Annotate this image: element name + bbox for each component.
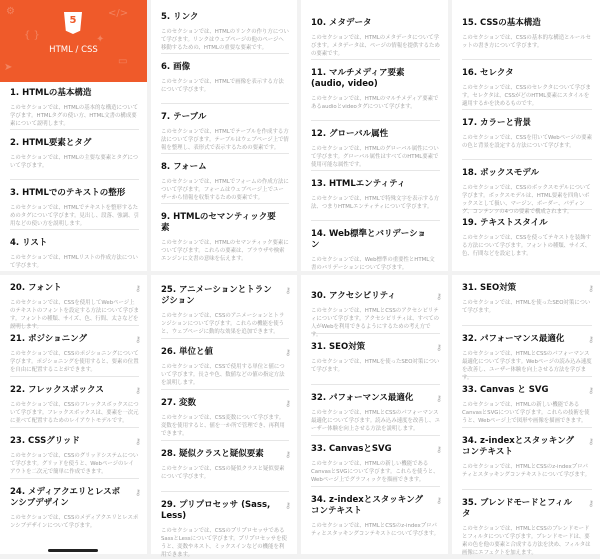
- divider: [311, 435, 440, 436]
- key-icon: ⚷: [135, 488, 141, 497]
- item-description: このセクションでは、HTMLとCSSのアクセシビリティについて学びます。アクセシビリティは、すべての人がWebを利用できるようにするための考え方です。: [311, 308, 440, 338]
- item-title: 34. z-indexとスタッキングコンテキスト: [462, 436, 575, 457]
- list-item[interactable]: [301, 495, 448, 539]
- item-description: このセクションでは、HTMLのメタデータについて学びます。メタデータは、ページの情報を提供するための要素です。: [311, 35, 440, 57]
- item-title: 31. SEO対策: [462, 283, 517, 293]
- list-item[interactable]: [151, 212, 297, 262]
- panel-css-layout: [0, 275, 147, 554]
- item-description: このセクションでは、CSSのボックスモデルについて学びます。ボックスモデルは、HTML要素を四角いボックスとして扱い、マージン、ボーダー、パディング、コンテンツの4つの要素で構成されます。: [462, 185, 591, 215]
- list-item[interactable]: [452, 498, 600, 556]
- divider: [10, 427, 139, 428]
- item-description: このセクションでは、HTMLの新しい機能であるCanvasとSVGについて学びます。これらの技術を使うと、Webページ上で図形や画像を描画できます。: [462, 402, 590, 424]
- html5-logo-number: 5: [69, 15, 77, 26]
- divider: [161, 491, 289, 492]
- code-icon: </>: [108, 8, 129, 19]
- item-title: 26. 単位と値: [161, 347, 214, 357]
- item-description: このセクションでは、HTMLのグローバル属性について学びます。グローバル属性はすべてのHTML要素で使用可能な属性です。: [311, 146, 439, 168]
- list-item[interactable]: [0, 188, 147, 230]
- item-title: 22. フレックスボックス: [10, 385, 104, 395]
- item-title: 1. HTMLの基本構造: [10, 88, 92, 98]
- item-description: このセクションでは、HTMLとCSSのz-indexプロパティとスタッキングコンテキストについて学びます。: [462, 464, 591, 478]
- key-icon: ⚷: [588, 386, 594, 395]
- list-item[interactable]: [452, 385, 600, 428]
- item-description: このセクションでは、CSSの基本的な構造とルールセットの書き方について学びます。: [462, 35, 591, 49]
- item-title: 32. パフォーマンス最適化: [311, 393, 414, 403]
- key-icon: ⚷: [436, 445, 442, 454]
- item-description: このセクションでは、CSSのグリッドシステムについて学びます。グリッドを使うと、Webページのレイアウトを二次元で簡単に作成できます。: [10, 453, 139, 475]
- key-icon: ⚷: [285, 348, 291, 357]
- item-description: このセクションでは、CSSのセレクタについて学びます。セレクタは、CSSがどのHTML要素にスタイルを適用するかを決めるものです。: [462, 85, 591, 107]
- course-banner: [0, 0, 147, 82]
- key-icon: ⚷: [135, 386, 141, 395]
- list-item[interactable]: [151, 162, 297, 204]
- item-description: このセクションでは、HTMLの主要な要素とタグについて学びます。: [10, 155, 138, 169]
- item-title: 15. CSSの基本構造: [462, 18, 541, 28]
- item-description: このセクションでは、CSSのメディアクエリとレスポンシブデザインについて学びます。: [10, 515, 139, 529]
- item-description: このセクションでは、CSSのフレックスボックスについて学びます。フレックスボックスは、要素を一次元に並べて配置するためのレイアウトモデルです。: [10, 402, 139, 424]
- item-description: このセクションでは、HTMLで画像を表示する方法について学びます。: [161, 79, 284, 93]
- divider: [161, 338, 289, 339]
- item-title: 32. パフォーマンス最適化: [462, 334, 565, 344]
- divider: [462, 159, 592, 160]
- key-icon: ⚷: [285, 286, 291, 295]
- panel-web-practices: [301, 275, 448, 554]
- key-icon: ⚷: [588, 437, 594, 446]
- item-title: 33. Canvas と SVG: [462, 385, 549, 395]
- home-indicator: [48, 549, 98, 552]
- bracket-icon: { }: [24, 30, 40, 41]
- item-title: 21. ポジショニング: [10, 334, 87, 344]
- divider: [161, 440, 289, 441]
- item-description: このセクションでは、HTMLのリンクの作り方について学びます。リンクはウェブページの他のページへ移動するための、HTMLの重要な要素です。: [161, 29, 289, 51]
- list-item[interactable]: [452, 436, 600, 490]
- item-description: このセクションでは、HTMLを使ったSEO対策について学びます。: [462, 300, 591, 314]
- list-item[interactable]: [151, 398, 297, 441]
- list-item[interactable]: [452, 68, 600, 110]
- cursor-icon: ➤: [4, 62, 13, 73]
- divider: [161, 153, 289, 154]
- item-title: 27. 変数: [161, 398, 197, 408]
- item-title: 5. リンク: [161, 12, 199, 22]
- item-description: このセクションでは、CSSで使用する単位と値について学びます。長さや色、数値などの値の指定方法を説明します。: [161, 364, 285, 386]
- list-item[interactable]: [452, 334, 600, 381]
- list-item[interactable]: [301, 393, 448, 436]
- item-title: 9. HTMLのセマンティック要素: [161, 212, 276, 233]
- item-title: 24. メディアクエリとレスポンシブデザイン: [10, 487, 121, 508]
- item-description: このセクションでは、CSSを使用してWebページ上のテキストのフォントを設定する方法について学びます。フォントの種類、サイズ、色、行間、太さなどを説明します。: [10, 300, 139, 330]
- list-item[interactable]: [151, 285, 297, 339]
- item-description: このセクションでは、HTMLとCSSのパフォーマンス最適化について学びます。Webページの読み込み速度を改善し、ユーザー体験を向上させる方法を学びます。: [462, 351, 592, 381]
- divider: [10, 129, 139, 130]
- divider: [10, 179, 139, 180]
- item-description: このセクションでは、CSSを用いてWebページの要素の色と背景を設定する方法について学びます。: [462, 135, 592, 149]
- item-description: このセクションでは、HTMLの新しい機能であるCanvasとSVGについて学びます。これらを使うと、Webページ上でグラフィックを描画できます。: [311, 461, 439, 483]
- item-title: 33. CanvasとSVG: [311, 444, 392, 454]
- key-icon: ⚷: [436, 343, 442, 352]
- list-item[interactable]: [301, 129, 448, 171]
- list-item[interactable]: [151, 62, 297, 104]
- list-item[interactable]: [452, 218, 600, 257]
- item-title: 18. ボックスモデル: [462, 168, 540, 178]
- list-item[interactable]: [0, 138, 147, 180]
- key-icon: ⚷: [436, 496, 442, 505]
- list-item[interactable]: [452, 18, 600, 60]
- divider: [311, 384, 440, 385]
- monitor-icon: ▭: [118, 56, 128, 67]
- item-title: 31. SEO対策: [311, 342, 366, 352]
- item-title: 35. ブレンドモードとフィルタ: [462, 498, 572, 519]
- divider: [10, 478, 139, 479]
- key-icon: ⚷: [285, 501, 291, 510]
- item-title: 25. アニメーションとトランジション: [161, 285, 272, 306]
- panel-css-basics: [452, 0, 600, 271]
- key-icon: ⚷: [588, 284, 594, 293]
- list-item[interactable]: [0, 238, 147, 271]
- item-description: このセクションでは、HTMLのセマンティック要素について学びます。これらの要素は、ブラウザや検索エンジンに文書の意味を伝えます。: [161, 240, 289, 262]
- item-title: 34. z-indexとスタッキングコンテキスト: [311, 495, 424, 516]
- panel-html-basics: [0, 0, 147, 271]
- item-title: 28. 疑似クラスと疑似要素: [161, 449, 264, 459]
- item-title: 17. カラーと背景: [462, 118, 532, 128]
- list-item[interactable]: [301, 229, 448, 273]
- item-title: 3. HTMLでのテキストの整形: [10, 188, 126, 198]
- star-icon: ✦: [96, 34, 105, 45]
- item-title: 4. リスト: [10, 238, 48, 248]
- key-icon: ⚷: [588, 499, 594, 508]
- item-title: 30. アクセシビリティ: [311, 291, 396, 301]
- list-item[interactable]: [151, 12, 297, 54]
- divider: [10, 229, 139, 230]
- list-item[interactable]: [301, 18, 448, 60]
- divider: [462, 109, 592, 110]
- item-description: このセクションでは、HTMLのマルチメディア要素であるaudioとvideoタグについて学びます。: [311, 96, 439, 110]
- item-title: 10. メタデータ: [311, 18, 372, 28]
- divider: [311, 486, 440, 487]
- item-description: このセクションでは、HTMLでテキストを整形するためのタグについて学びます。見出し、段落、強調、引用などの使い方を説明します。: [10, 205, 139, 227]
- item-description: このセクションでは、HTMLとCSSのパフォーマンス最適化について学びます。読み込み速度を改善し、ユーザー体験を向上させる方法を説明します。: [311, 410, 440, 432]
- list-item[interactable]: [151, 347, 297, 390]
- item-description: このセクションでは、CSSのプリプロセッサであるSassとLessについて学びます。プリプロセッサを使うと、変数やネスト、ミックスインなどの機能を利用できます。: [161, 528, 287, 558]
- list-item[interactable]: [301, 444, 448, 487]
- key-icon: ⚷: [436, 292, 442, 301]
- item-description: このセクションでは、HTMLとCSSのz-indexプロパティとスタッキングコンテキストについて学びます。: [311, 523, 440, 537]
- key-icon: ⚷: [135, 284, 141, 293]
- divider: [161, 53, 289, 54]
- item-title: 14. Web標準とバリデーション: [311, 229, 426, 250]
- divider: [462, 59, 592, 60]
- item-title: 19. テキストスタイル: [462, 218, 548, 228]
- divider: [311, 170, 440, 171]
- item-title: 16. セレクタ: [462, 68, 514, 78]
- panel-css-advanced: [151, 275, 297, 558]
- item-description: このセクションでは、CSS変数について学びます。変数を使用すると、値を一か所で管理でき、再利用できます。: [161, 415, 285, 437]
- item-title: 11. マルチメディア要素 (audio, video): [311, 68, 405, 89]
- list-item[interactable]: [452, 118, 600, 160]
- item-title: 23. CSSグリッド: [10, 436, 80, 446]
- panel-html-elements: [151, 0, 297, 271]
- divider: [462, 376, 592, 377]
- panel-css-effects: [452, 275, 600, 554]
- list-item[interactable]: [151, 500, 297, 558]
- item-description: このセクションでは、CSSのポジショニングについて学びます。ポジショニングを使用すると、要素の位置を自由に配置することができます。: [10, 351, 139, 373]
- item-description: このセクションでは、HTMLを使ったSEO対策について学びます。: [311, 359, 440, 373]
- panel-html-advanced: [301, 0, 448, 271]
- item-description: このセクションでは、HTMLとCSSのブレンドモードとフィルタについて学びます。ブレンドモードは、要素の色を他の要素と合成する方法を決め、フィルタは画像にエフェクトを加えます。: [462, 526, 591, 556]
- item-description: このセクションでは、CSSを使ってテキストを装飾する方法について学びます。フォントの種類、サイズ、色、行間などを設定します。: [462, 235, 591, 257]
- list-item[interactable]: [0, 385, 147, 428]
- item-description: このセクションでは、HTMLで特殊文字を表示する方法、つまりHTMLエンティティについて学びます。: [311, 196, 440, 210]
- key-icon: ⚷: [588, 335, 594, 344]
- divider: [311, 333, 440, 334]
- list-item[interactable]: [0, 487, 147, 531]
- item-title: 6. 画像: [161, 62, 191, 72]
- item-title: 12. グローバル属性: [311, 129, 389, 139]
- item-description: このセクションでは、CSSの疑似クラスと疑似要素について学びます。: [161, 466, 285, 480]
- divider: [161, 203, 289, 204]
- item-title: 2. HTML要素とタグ: [10, 138, 92, 148]
- key-icon: ⚷: [135, 335, 141, 344]
- divider: [10, 376, 139, 377]
- item-title: 8. フォーム: [161, 162, 207, 172]
- item-title: 7. テーブル: [161, 112, 207, 122]
- divider: [311, 220, 440, 221]
- key-icon: ⚷: [436, 394, 442, 403]
- item-title: 13. HTMLエンティティ: [311, 179, 406, 189]
- list-item[interactable]: [0, 436, 147, 479]
- item-description: このセクションでは、HTMLの基本的な構造について学びます。HTMLタグの使い方、HTML文書の構成要素について説明します。: [10, 105, 138, 127]
- divider: [311, 120, 440, 121]
- list-item[interactable]: [0, 283, 147, 330]
- key-icon: ⚷: [285, 450, 291, 459]
- list-item[interactable]: [301, 179, 448, 221]
- list-item[interactable]: [151, 112, 297, 154]
- banner-title: HTML / CSS: [49, 45, 98, 55]
- key-icon: ⚷: [135, 437, 141, 446]
- item-description: このセクションでは、HTMLでフォームの作成方法について学びます。フォームはウェブページ上でユーザーから情報を収集するための要素です。: [161, 179, 289, 201]
- list-item[interactable]: [301, 291, 448, 338]
- list-item[interactable]: [0, 88, 147, 130]
- list-item[interactable]: [151, 449, 297, 492]
- item-title: 20. フォント: [10, 283, 62, 293]
- item-description: このセクションでは、CSSのアニメーションとトランジションについて学びます。これらの機能を使うと、ウェブページに動的な効果を追加できます。: [161, 313, 285, 335]
- item-description: このセクションでは、Web標準の重要性とHTML文書のバリデーションについて学びます。: [311, 257, 435, 271]
- list-item[interactable]: [0, 334, 147, 377]
- item-description: このセクションでは、HTMLリストの作成方法について学びます。: [10, 255, 138, 269]
- divider: [161, 389, 289, 390]
- list-item[interactable]: [301, 342, 448, 385]
- divider: [161, 103, 289, 104]
- divider: [311, 59, 440, 60]
- list-item[interactable]: [452, 283, 600, 326]
- key-icon: ⚷: [285, 399, 291, 408]
- divider: [462, 325, 592, 326]
- divider: [462, 427, 592, 428]
- list-item[interactable]: [452, 168, 600, 215]
- list-item[interactable]: [301, 68, 448, 121]
- item-title: 29. プリプロセッサ (Sass, Less): [161, 500, 271, 521]
- item-description: このセクションでは、HTMLでテーブルを作成する方法について学びます。テーブルはウェブページ上で情報を整理し、表形式で表示するための要素です。: [161, 129, 289, 151]
- gear-icon: ⚙: [6, 6, 15, 17]
- divider: [462, 489, 592, 490]
